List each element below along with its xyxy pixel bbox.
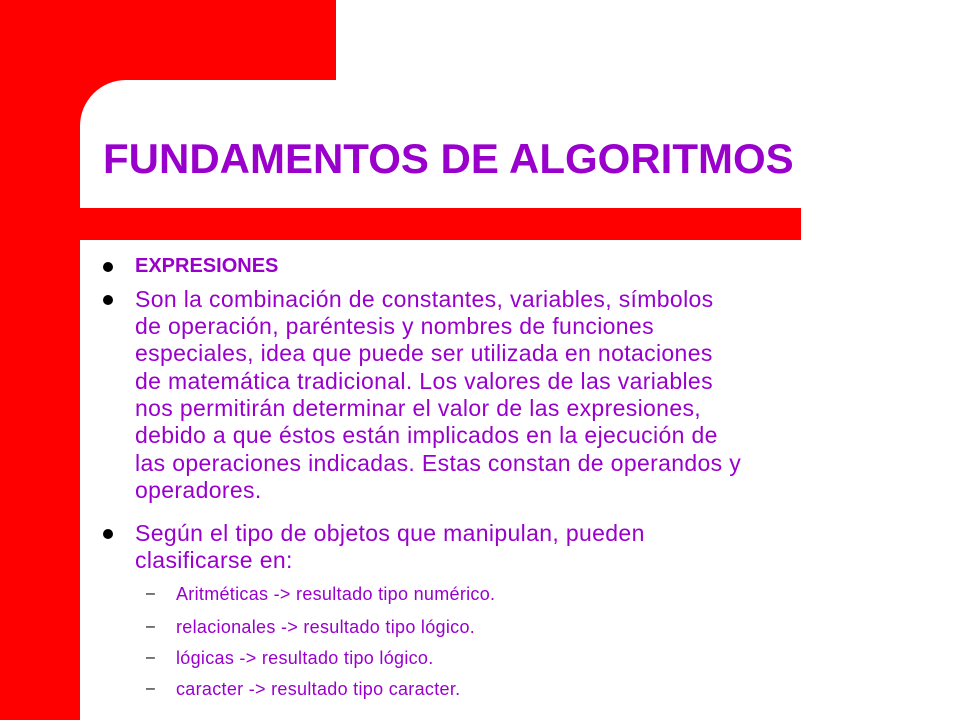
sub-bullet-dash: –: [146, 649, 155, 666]
bullet-dot: [103, 295, 113, 305]
slide-title: FUNDAMENTOS DE ALGORITMOS: [103, 135, 794, 182]
sub-item-relacionales: relacionales -> resultado tipo lógico.: [176, 617, 476, 637]
classification-line: Según el tipo de objetos que manipulan, pueden: [135, 520, 645, 546]
classification-line: clasificarse en:: [135, 547, 293, 573]
definition-line: de operación, paréntesis y nombres de funciones: [135, 313, 654, 339]
bullet-dot: [103, 529, 113, 539]
sub-bullet-dash: –: [146, 680, 155, 697]
sub-bullet-dash: –: [146, 618, 155, 635]
bullet-expresiones: EXPRESIONES: [135, 255, 279, 277]
bullet-dot: [103, 262, 113, 272]
definition-line: especiales, idea que puede ser utilizada en notaciones: [135, 340, 713, 366]
sub-bullet-dash: –: [146, 585, 155, 602]
sub-item-caracter: caracter -> resultado tipo caracter.: [176, 679, 461, 699]
definition-line: debido a que éstos están implicados en la ejecución de: [135, 422, 718, 448]
definition-line: las operaciones indicadas. Estas constan de operandos y: [135, 450, 742, 476]
definition-line: de matemática tradicional. Los valores de las variables: [135, 368, 713, 394]
definition-line: operadores.: [135, 477, 262, 503]
definition-line: nos permitirán determinar el valor de las expresiones,: [135, 395, 702, 421]
sub-item-aritmeticas: Aritméticas -> resultado tipo numérico.: [176, 584, 496, 604]
definition-line: Son la combinación de constantes, variables, símbolos: [135, 286, 714, 312]
sub-item-logicas: lógicas -> resultado tipo lógico.: [176, 648, 434, 668]
